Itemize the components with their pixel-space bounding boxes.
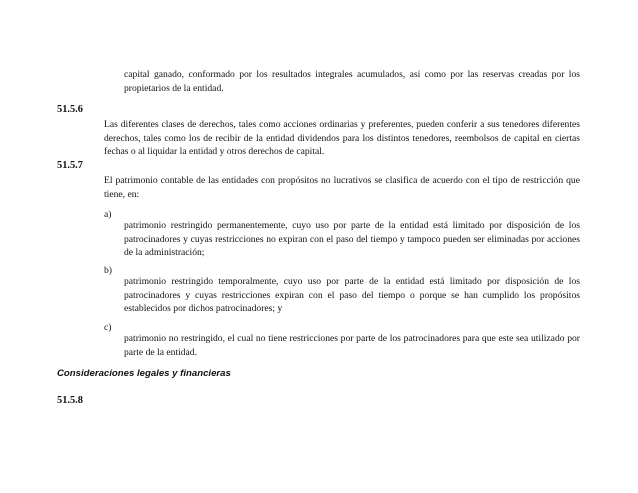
section-51-5-7-paragraph: El patrimonio contable de las entidades con propósitos no lucrativos se clasifica de acuerdo con el tipo de restricción que tiene, en: xyxy=(104,175,580,200)
intro-paragraph: capital ganado, conformado por los resultados integrales acumulados, así como por las reservas creadas por los propietarios de la entidad. xyxy=(124,69,580,94)
section-heading: Consideraciones legales y financieras xyxy=(57,368,231,379)
list-item-label-b: b) xyxy=(104,265,112,276)
section-number-51-5-7: 51.5.7 xyxy=(57,160,83,171)
list-item-c-text: patrimonio no restringido, el cual no tiene restricciones por parte de los patrocinadores para que este sea utilizado por parte de la entidad. xyxy=(124,333,580,358)
section-51-5-6-paragraph: Las diferentes clases de derechos, tales como acciones ordinarias y preferentes, pueden conferir a sus tenedores diferentes derechos, tales como los de recibir de la entidad dividendos para los distintos tenedores, reembolsos de capital en ciertas fechas o al liquidar la entidad y otros derechos de capital. xyxy=(104,119,580,158)
list-item-label-a: a) xyxy=(104,209,112,220)
section-number-51-5-8: 51.5.8 xyxy=(57,395,83,406)
list-item-b-text: patrimonio restringido temporalmente, cuyo uso por parte de la entidad está limitado por disposición de los patrocinadores y cuyas restricciones expiran con el paso del tiempo o porque se han cumplido los propósitos establecidos por dichos patrocinadores; y xyxy=(124,276,580,315)
list-item-a-text: patrimonio restringido permanentemente, cuyo uso por parte de la entidad está limitado por disposición de los patrocinadores y cuyas restricciones no expiran con el paso del tiempo y tampoco pueden ser eliminadas por acciones de la administración; xyxy=(124,220,580,259)
list-item-label-c: c) xyxy=(104,322,112,333)
section-number-51-5-6: 51.5.6 xyxy=(57,104,83,115)
